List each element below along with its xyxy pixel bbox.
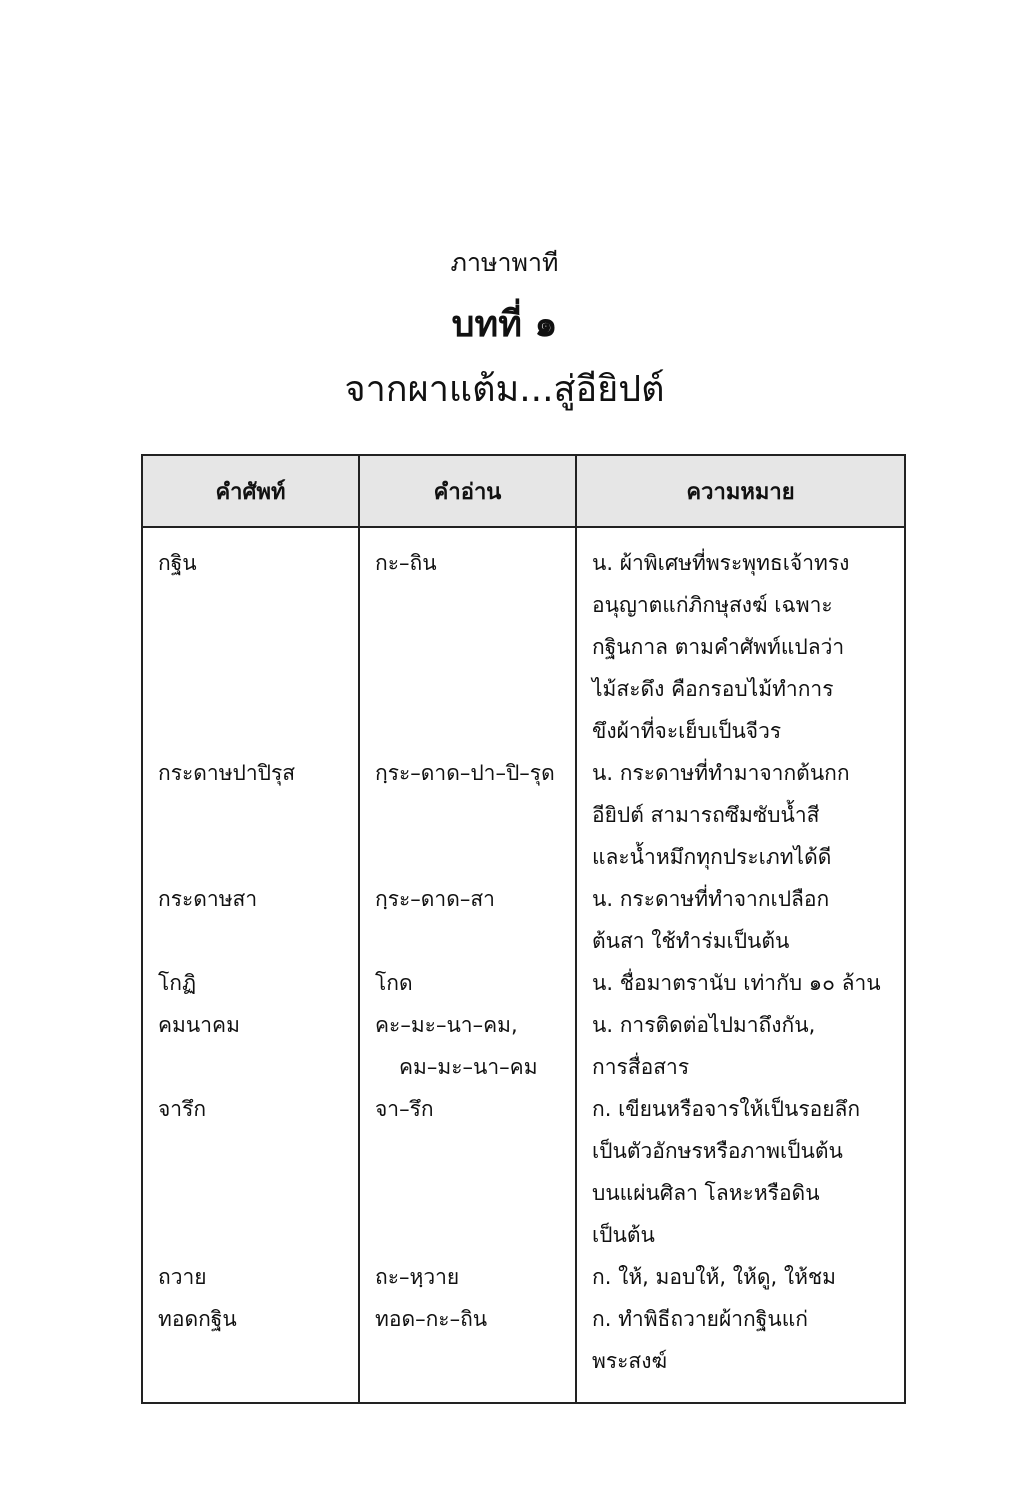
meaning-line: น. กระดาษที่ทำมาจากต้นกก [592,761,850,785]
meaning-line: น. ชื่อมาตรานับ เท่ากับ ๑๐ ล้าน [592,971,881,995]
reading-cell [359,1256,576,1298]
meaning-line: และน้ำหมึกทุกประเภทได้ดี [592,845,832,869]
table-row [142,1256,905,1298]
reading-line: คะ–มะ–นา–คม, [375,1013,518,1037]
reading-cell [359,962,576,1004]
reading-line-alternate: คม–มะ–นา–คม [399,1055,538,1079]
meaning-line: ก. เขียนหรือจารให้เป็นรอยลึก [592,1097,861,1121]
meaning-line: เป็นต้น [592,1223,655,1247]
word-cell: จารึก [142,1088,359,1256]
meaning-line: กฐินกาล ตามคำศัพท์แปลว่า [592,635,845,659]
word-cell: กระดาษปาปิรุส [142,752,359,878]
reading-line: กะ–ถิน [375,551,437,575]
reading-line: ถะ–หฺวาย [375,1265,460,1289]
subject-title: ภาษาพาที [450,248,559,277]
word-cell: กฐิน [142,527,359,752]
meaning-cell [576,752,905,878]
meaning-cell [576,962,905,1004]
meaning-line: ก. ให้, มอบให้, ให้ดู, ให้ชม [592,1265,837,1289]
meaning-line: บนแผ่นศิลา โลหะหรือดิน [592,1181,820,1205]
reading-cell [359,1298,576,1403]
header-row [142,455,905,527]
reading-cell [359,878,576,962]
reading-line: โกด [375,971,413,995]
table-row [142,752,905,878]
table-row [142,1298,905,1403]
meaning-line: อนุญาตแก่ภิกษุสงฆ์ เฉพาะ [592,593,833,617]
meaning-line: ต้นสา ใช้ทำร่มเป็นต้น [592,929,790,953]
chapter-number: บทที่ ๑ [451,304,558,345]
reading-line: ทอด–กะ–ถิน [375,1307,488,1331]
reading-cell [359,527,576,752]
vocabulary-table [141,454,906,1404]
meaning-line: ขึงผ้าที่จะเย็บเป็นจีวร [592,719,782,743]
meaning-line: น. ผ้าพิเศษที่พระพุทธเจ้าทรง [592,551,850,575]
reading-cell [359,752,576,878]
meaning-line: อียิปต์ สามารถซึมซับน้ำสี [592,803,820,827]
meaning-cell [576,1004,905,1088]
meaning-line: ไม้สะดึง คือกรอบไม้ทำการ [592,677,834,701]
reading-line: กฺระ–ดาด–ปา–ปิ–รุด [375,761,555,785]
meaning-cell [576,1298,905,1403]
meaning-line: เป็นตัวอักษรหรือภาพเป็นต้น [592,1139,843,1163]
meaning-cell [576,1088,905,1256]
meaning-line: น. การติดต่อไปมาถึงกัน, [592,1013,816,1037]
meaning-cell [576,1256,905,1298]
table-body [142,527,905,1403]
meaning-cell [576,878,905,962]
chapter-title: จากผาแต้ม...สู่อียิปต์ [344,369,665,410]
word-cell: ถวาย [142,1256,359,1298]
reading-line: จา–รึก [375,1097,434,1121]
reading-cell [359,1088,576,1256]
reading-line: กฺระ–ดาด–สา [375,887,495,911]
table-row [142,878,905,962]
meaning-line: พระสงฆ์ [592,1349,668,1373]
word-cell: คมนาคม [142,1004,359,1088]
column-header-reading: คำอ่าน [359,455,576,527]
word-cell: กระดาษสา [142,878,359,962]
meaning-line: น. กระดาษที่ทำจากเปลือก [592,887,830,911]
table-row [142,1088,905,1256]
word-cell: ทอดกฐิน [142,1298,359,1403]
table-row [142,1004,905,1088]
reading-cell [359,1004,576,1088]
column-header-word: คำศัพท์ [142,455,359,527]
meaning-line: การสื่อสาร [592,1055,690,1079]
meaning-cell [576,527,905,752]
meaning-line: ก. ทำพิธีถวายผ้ากฐินแก่ [592,1307,808,1331]
table-row [142,527,905,752]
column-header-meaning: ความหมาย [576,455,905,527]
table-header [142,455,905,527]
table-row [142,962,905,1004]
word-cell: โกฏิ [142,962,359,1004]
